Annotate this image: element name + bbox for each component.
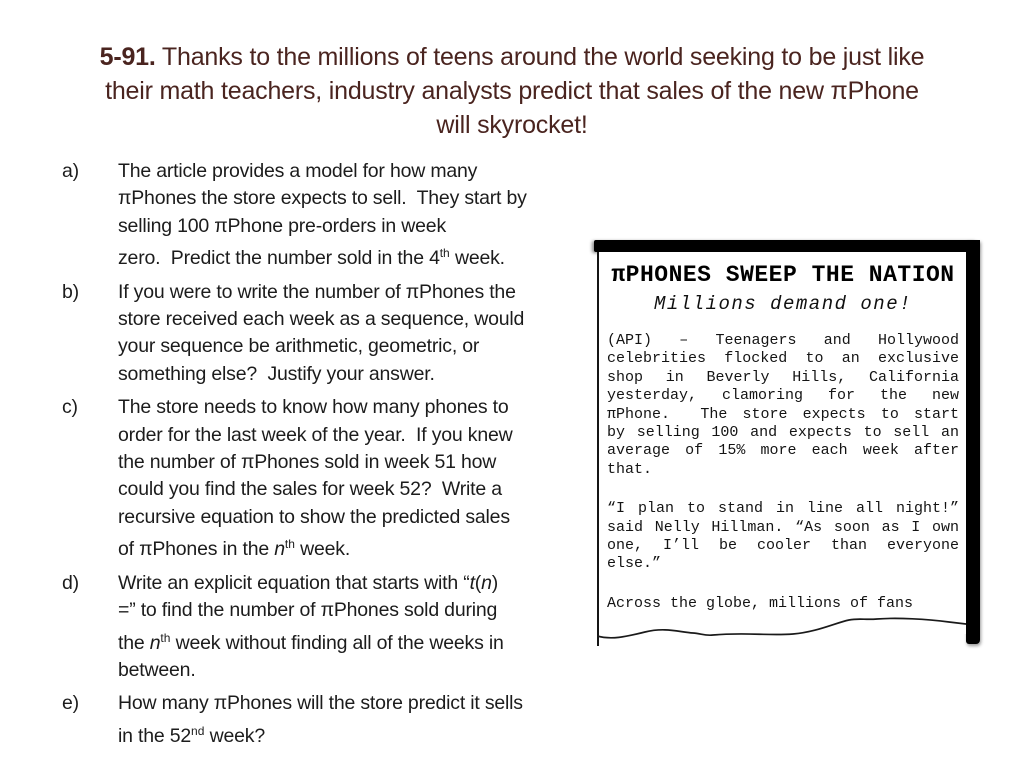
text-run: week? [204, 724, 265, 747]
text-run: between. [118, 658, 196, 681]
newspaper-line: said Nelly Hillman. “As soon as I own [607, 518, 959, 536]
text-run: something else? Justify your answer. [118, 362, 435, 385]
text-run: their math teachers, industry analysts predict that sales of the new πPhone [105, 77, 919, 105]
text-run: n [274, 538, 285, 561]
item-text [118, 690, 523, 750]
text-run: Write an explicit equation that starts with “ [118, 571, 470, 594]
newspaper-line: yesterday, clamoring for the new [607, 387, 959, 405]
text-run: of πPhones in the [118, 538, 275, 561]
item-label: b) [62, 280, 79, 303]
text-run: n [481, 571, 492, 594]
text-run: store received each week as a sequence, would [118, 308, 525, 331]
list-item [62, 394, 572, 563]
newspaper-paragraph [607, 500, 959, 574]
text-run: n [149, 631, 161, 654]
text-run: Thanks to the millions of teens around the world seeking to be just like [155, 43, 925, 71]
clipping-right-border [966, 240, 980, 644]
problem-list [62, 158, 572, 756]
torn-edge [597, 610, 966, 650]
text-run: =” to find the number of πPhones sold during [118, 599, 498, 622]
text-run: th [439, 246, 450, 261]
text-run: the [118, 631, 150, 654]
text-run: th [160, 630, 171, 645]
text-run: order for the last week of the year. If you knew [118, 423, 513, 446]
text-run: If you were to write the number of πPhones the [118, 280, 516, 303]
text-run: will skyrocket! [436, 111, 588, 139]
newspaper-paper [599, 252, 966, 634]
newspaper-line: “I plan to stand in line all night!” [607, 500, 959, 518]
list-item [62, 570, 572, 685]
item-text [118, 158, 527, 273]
newspaper-line: celebrities flocked to an exclusive [607, 350, 959, 368]
problem-title [0, 40, 1024, 142]
item-label: d) [62, 571, 79, 594]
newspaper-line: Across the globe, millions of fans [607, 594, 914, 612]
text-run: ) [491, 571, 499, 594]
item-text [118, 279, 524, 389]
text-run: the number of πPhones sold in week 51 how [118, 451, 497, 474]
text-run: week. [294, 538, 351, 561]
item-text [118, 570, 504, 685]
text-run: zero. Predict the number sold in the 4 [118, 247, 440, 270]
clipping-top-border [594, 240, 980, 252]
text-run: ( [474, 571, 482, 594]
text-run: recursive equation to show the predicted sales [118, 505, 510, 528]
text-run: th [284, 537, 295, 552]
newspaper-line: (API) – Teenagers and Hollywood [607, 332, 959, 349]
newspaper-line: by selling 100 and expects to sell an [607, 424, 959, 442]
text-run: The article provides a model for how many [118, 160, 478, 182]
text-run: your sequence be arithmetic, geometric, or [118, 335, 480, 358]
item-text [118, 394, 513, 563]
item-label: a) [62, 160, 79, 182]
newspaper-body [607, 332, 959, 613]
text-run: in the 52 [118, 724, 192, 747]
newspaper-line: else.” [607, 555, 662, 573]
newspaper-clipping [592, 238, 980, 650]
text-run: πPhones the store expects to sell. They start by [118, 187, 527, 210]
item-label: c) [62, 396, 78, 419]
text-run: t [469, 571, 475, 594]
text-run: The store needs to know how many phones to [118, 396, 509, 419]
newspaper-line: shop in Beverly Hills, California [607, 368, 959, 386]
text-run: could you find the sales for week 52? Write a [118, 478, 502, 501]
text-run: How many πPhones will the store predict it sells [118, 692, 523, 715]
newspaper-line: one, I’ll be cooler than everyone [607, 537, 959, 555]
list-item [62, 279, 572, 389]
list-item [62, 158, 572, 273]
text-run: selling 100 πPhone pre-orders in week [118, 214, 446, 237]
text-run: week without finding all of the weeks in [170, 631, 504, 654]
newspaper-paragraph [607, 332, 959, 479]
newspaper-line: πPhone. The store expects to start [607, 405, 959, 423]
text-run: 5-91. [99, 43, 156, 71]
list-item [62, 690, 572, 750]
text-run: week. [449, 247, 505, 270]
item-label: e) [62, 692, 79, 715]
newspaper-line: average of 15% more each week after [607, 442, 959, 460]
newspaper-headline: πPHONES SWEEP THE NATION [611, 262, 955, 288]
text-run: nd [191, 723, 205, 738]
newspaper-line: that. [607, 460, 653, 478]
newspaper-subheadline: Millions demand one! [653, 293, 913, 315]
